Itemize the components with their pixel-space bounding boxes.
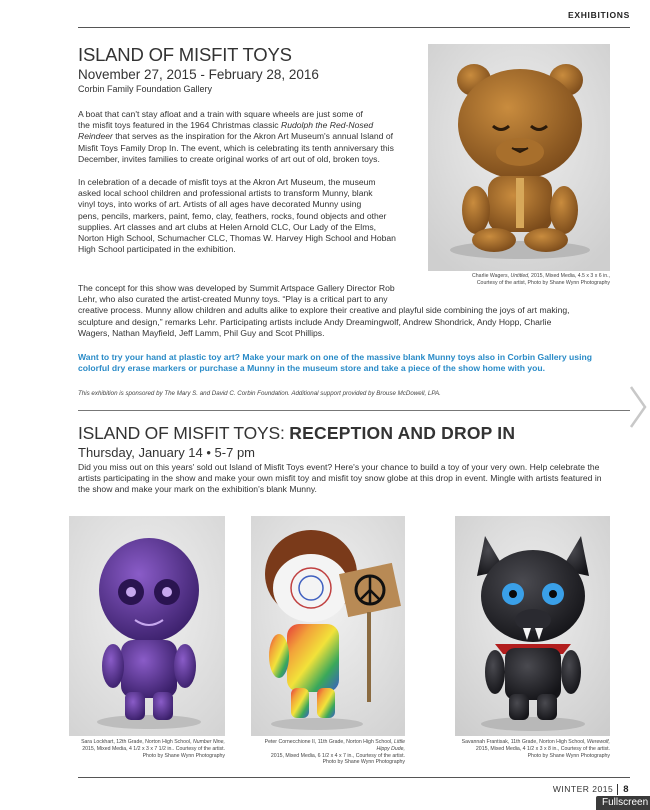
fullscreen-button[interactable]: Fullscreen [596,796,650,810]
section-label: EXHIBITIONS [567,10,630,20]
caption-little-hippy-dude: Peter Cornecchione II, 11th Grade, Norton High School, Little Hippy Dude, 2015, Mixed Media, 6 1/2 x 4 x 7 in., Courtesy of the artist. Photo by Shane Wynn Photography [264,739,405,766]
photo-werewolf [455,516,610,736]
hippy-toy-image [251,516,405,736]
exhibition-dates: November 27, 2015 - February 28, 2016 [78,67,319,82]
photo-caption-bear: Charlie Wagers, Untitled, 2015, Mixed Media, 4.5 x 3 x 6 in., Courtesy of the artist, Photo by Shane Wynn Photography [472,273,610,286]
page-number: 8 [617,784,629,795]
paragraph-celebration: In celebration of a decade of misfit toys at the Akron Art Museum, the museum asked local school children and professional artists to transform Munny, blank vinyl toys, into works of art. Artists of all ages have decorated Munny using pens, pencils, markers, paint, femo, clay, feathers, rocks, found objects and other supplies. Art classes and art clubs at Helen Arnold CLC, Our Lady of the Elms, Norton High School, Schumacher CLC, Thomas W. Harvey High School and Hoban High School participated in the exhibition. [78,177,396,255]
bear-toy-image [428,44,610,271]
article-title: ISLAND OF MISFIT TOYS [78,44,292,65]
werewolf-toy-image [455,516,610,736]
paragraph-intro: A boat that can't stay afloat and a train with square wheels are just some of the misfit toys featured in the 1964 Christmas classic Rudolph the Red-Nosed Reindeer that serves as the inspiration for the Akron Art Museum's annual Island of Misfit Toys Family Drop In. The event, which is celebrating its tenth anniversary this December, invites families to create original works of art out of old, broken toys. [78,109,394,164]
next-page-button[interactable] [628,384,648,430]
reception-date: Thursday, January 14 • 5-7 pm [78,445,256,460]
purple-toy-image [69,516,225,736]
header-divider [78,27,630,28]
page-footer [553,784,629,795]
sponsor-credit: This exhibition is sponsored by The Mary S. and David C. Corbin Foundation. Additional support provided by Brouse McDowell, LPA. [78,390,441,397]
reception-body: Did you miss out on this years' sold out Island of Misfit Toys event? Here's your chance to build a toy of your very own. Help celebrate the artists participating in the show and make your own misfit toy and misfit toy snow globe at this drop in event. Mingle with artists featured in the show and make your mark on the exhibition's blank Munny. [78,462,602,495]
reception-title: ISLAND OF MISFIT TOYS: RECEPTION AND DROP IN [78,423,516,443]
callout-text: Want to try your hand at plastic toy art? Make your mark on one of the massive blank Munny toys also in Corbin Gallery using colorful dry erase markers or purchase a Munny in the museum store and take a piece of the show home with you. [78,352,592,374]
caption-number-nine: Sara Lockhart, 12th Grade, Norton High School, Number Nine, 2015, Mixed Media, 4 1/2 x 3 x 7 1/2 in.. Courtesy of the artist. Photo by Shane Wynn Photography [81,739,225,759]
paragraph-concept: The concept for this show was developed by Summit Artspace Gallery Director Rob Lehr, who also curated the artist-created Munny toys. “Play is a critical part to any creative process. Munny allow children and adults alike to explore their creative and playful side combining the joys of art making, sculpture and design,” remarks Lehr. Participating artists include Andy Dreamingwolf, Andrew Shondrick, Andy Hopp, Charlie Wagers, Nathan Mayfield, Jeff Lamm, Phil Guy and Scot Phillips. [78,283,570,338]
photo-charlie-wagers-bear [428,44,610,271]
chevron-right-icon [628,384,648,430]
footer-divider [78,777,630,778]
photo-little-hippy-dude [251,516,405,736]
caption-werewolf: Savannah Frantisak, 11th Grade, Norton High School, Werewolf, 2015, Mixed Media, 4 1/2 x 3 x 8 in., Courtesy of the artist. Photo by Shane Wynn Photography [461,739,610,759]
footer-season: WINTER 2015 [552,784,614,794]
photo-number-nine [69,516,225,736]
section-divider [78,410,630,411]
gallery-name: Corbin Family Foundation Gallery [78,84,213,94]
